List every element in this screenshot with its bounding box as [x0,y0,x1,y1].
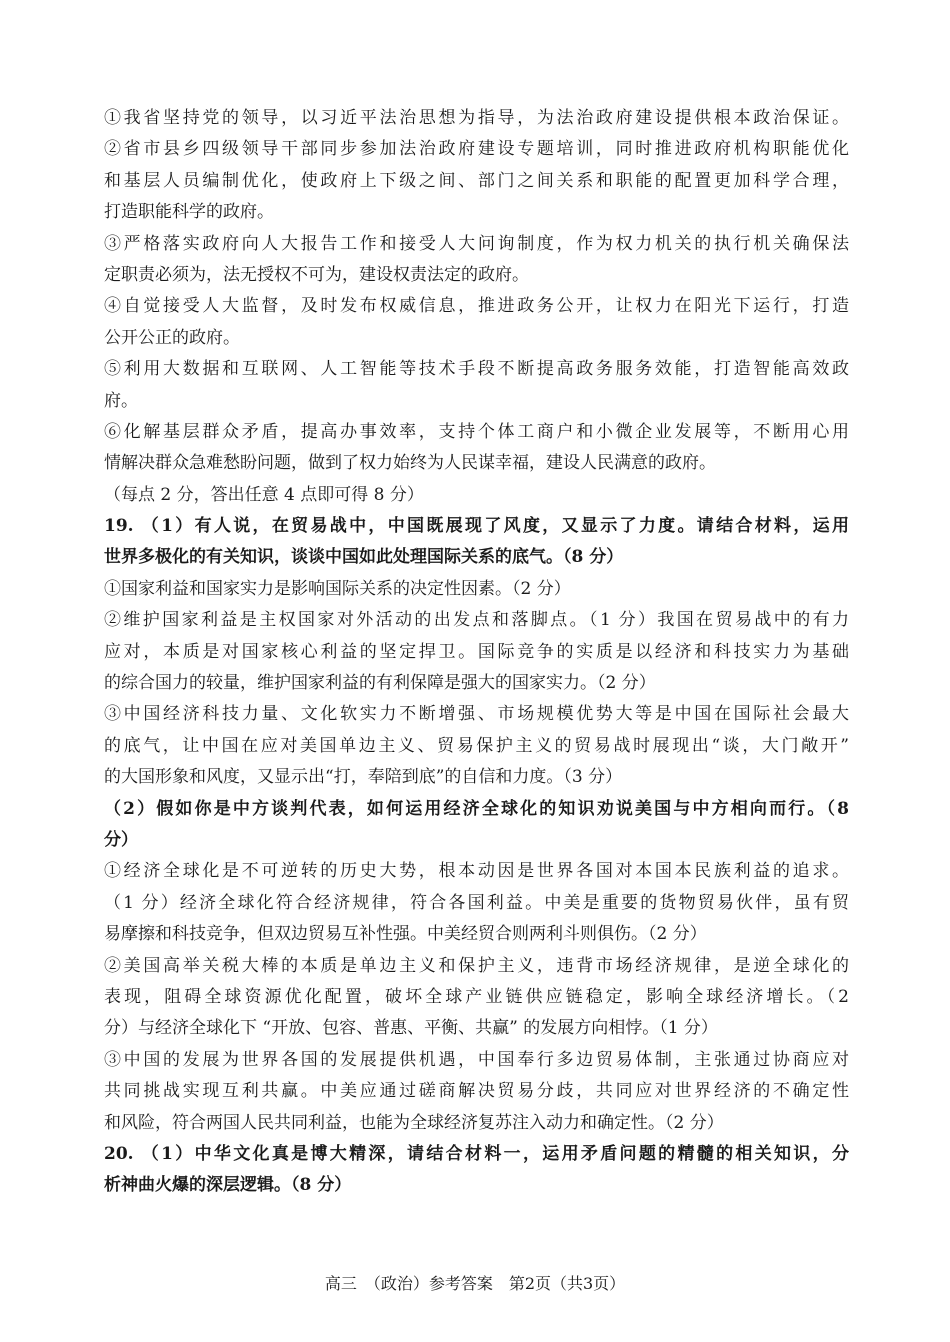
text-line: ③中国的发展为世界各国的发展提供机遇，中国奉行多边贸易体制，主张通过协商应对 [104,1049,849,1070]
text-line: ②美国高举关税大棒的本质是单边主义和保护主义，违背市场经济规律，是逆全球化的 [104,955,849,976]
text-line: ③严格落实政府向人大报告工作和接受人大问询制度，作为权力机关的执行机关确保法 [104,233,849,254]
text-line: ②省市县乡四级领导干部同步参加法治政府建设专题培训，同时推进政府机构职能优化 [104,139,849,160]
question-19-heading-cont: 世界多极化的有关知识，谈谈中国如此处理国际关系的底气。（8 分） [104,547,624,568]
text-line: 府。 [104,390,138,411]
text-line: ⑤利用大数据和互联网、人工智能等技术手段不断提高政务服务效能，打造智能高效政 [104,359,849,380]
text-line: ④自觉接受人大监督，及时发布权威信息，推进政务公开，让权力在阳光下运行，打造 [104,296,849,317]
scoring-note: （每点 2 分，答出任意 4 点即可得 8 分） [104,484,424,505]
text-line: ②维护国家利益是主权国家对外活动的出发点和落脚点。（1 分）我国在贸易战中的有力 [104,610,849,631]
text-line: ①我省坚持党的领导，以习近平法治思想为指导，为法治政府建设提供根本政治保证。 [104,108,849,128]
text-line: ③中国经济科技力量、文化软实力不断增强、市场规模优势大等是中国在国际社会最大 [104,704,849,725]
text-line: 的大国形象和风度，又显示出“打，奉陪到底”的自信和力度。（3 分） [104,767,623,788]
question-20-heading-cont: 析神曲火爆的深层逻辑。（8 分） [104,1175,352,1196]
text-line: 的底气，让中国在应对美国单边主义、贸易保护主义的贸易战时展现出“谈，大门敞开” [104,735,849,756]
text-line: ⑥化解基层群众矛盾，提高办事效率，支持个体工商户和小微企业发展等，不断用心用 [104,421,849,442]
text-line: 公开公正的政府。 [104,327,240,348]
question-19-part2-heading: （2）假如你是中方谈判代表，如何运用经济全球化的知识劝说美国与中方相向而行。（8 [104,798,849,819]
text-line: 表现，阻碍全球资源优化配置，破坏全球产业链供应链稳定，影响全球经济增长。（2 [104,986,849,1007]
text-line: 情解决群众急难愁盼问题，做到了权力始终为人民谋幸福，建设人民满意的政府。 [104,453,716,474]
text-line: 应对，本质是对国家核心利益的坚定捍卫。国际竞争的实质是以经济和科技实力为基础 [104,641,849,662]
question-20-heading: 20. （1）中华文化真是博大精深，请结合材料一，运用矛盾问题的精髓的相关知识，分 [104,1143,849,1164]
text-line: 的综合国力的较量，维护国家利益的有利保障是强大的国家实力。（2 分） [104,673,656,694]
text-line: 和基层人员编制优化，使政府上下级之间、部门之间关系和职能的配置更加科学合理， [104,170,849,191]
page-footer: 高三 （政治）参考答案 第2页（共3页） [324,1274,626,1293]
question-19-heading: 19. （1）有人说，在贸易战中，中国既展现了风度，又显示了力度。请结合材料，运用 [104,516,849,537]
text-line: （1 分）经济全球化符合经济规律，符合各国利益。中美是重要的货物贸易伙伴，虽有贸 [104,892,849,913]
text-line: 易摩擦和科技竞争，但双边贸易互补性强。中美经贸合则两利斗则俱伤。（2 分） [104,924,707,945]
text-line: 打造职能科学的政府。 [104,202,274,223]
answer-key-body [104,103,849,1202]
text-line: 分）与经济全球化下 “开放、包容、普惠、平衡、共赢” 的发展方向相悖。（1 分） [104,1018,718,1039]
text-line: ①国家利益和国家实力是影响国际关系的决定性因素。（2 分） [104,578,571,599]
text-line: 定职责必须为，法无授权不可为，建设权责法定的政府。 [104,264,529,285]
text-line: 和风险，符合两国人民共同利益，也能为全球经济复苏注入动力和确定性。（2 分） [104,1112,724,1133]
text-line: 共同挑战实现互利共赢。中美应通过磋商解决贸易分歧，共同应对世界经济的不确定性 [104,1081,849,1102]
text-line: ①经济全球化是不可逆转的历史大势，根本动因是世界各国对本国本民族利益的追求。 [104,861,849,882]
question-19-part2-heading-cont: 分） [104,829,138,850]
